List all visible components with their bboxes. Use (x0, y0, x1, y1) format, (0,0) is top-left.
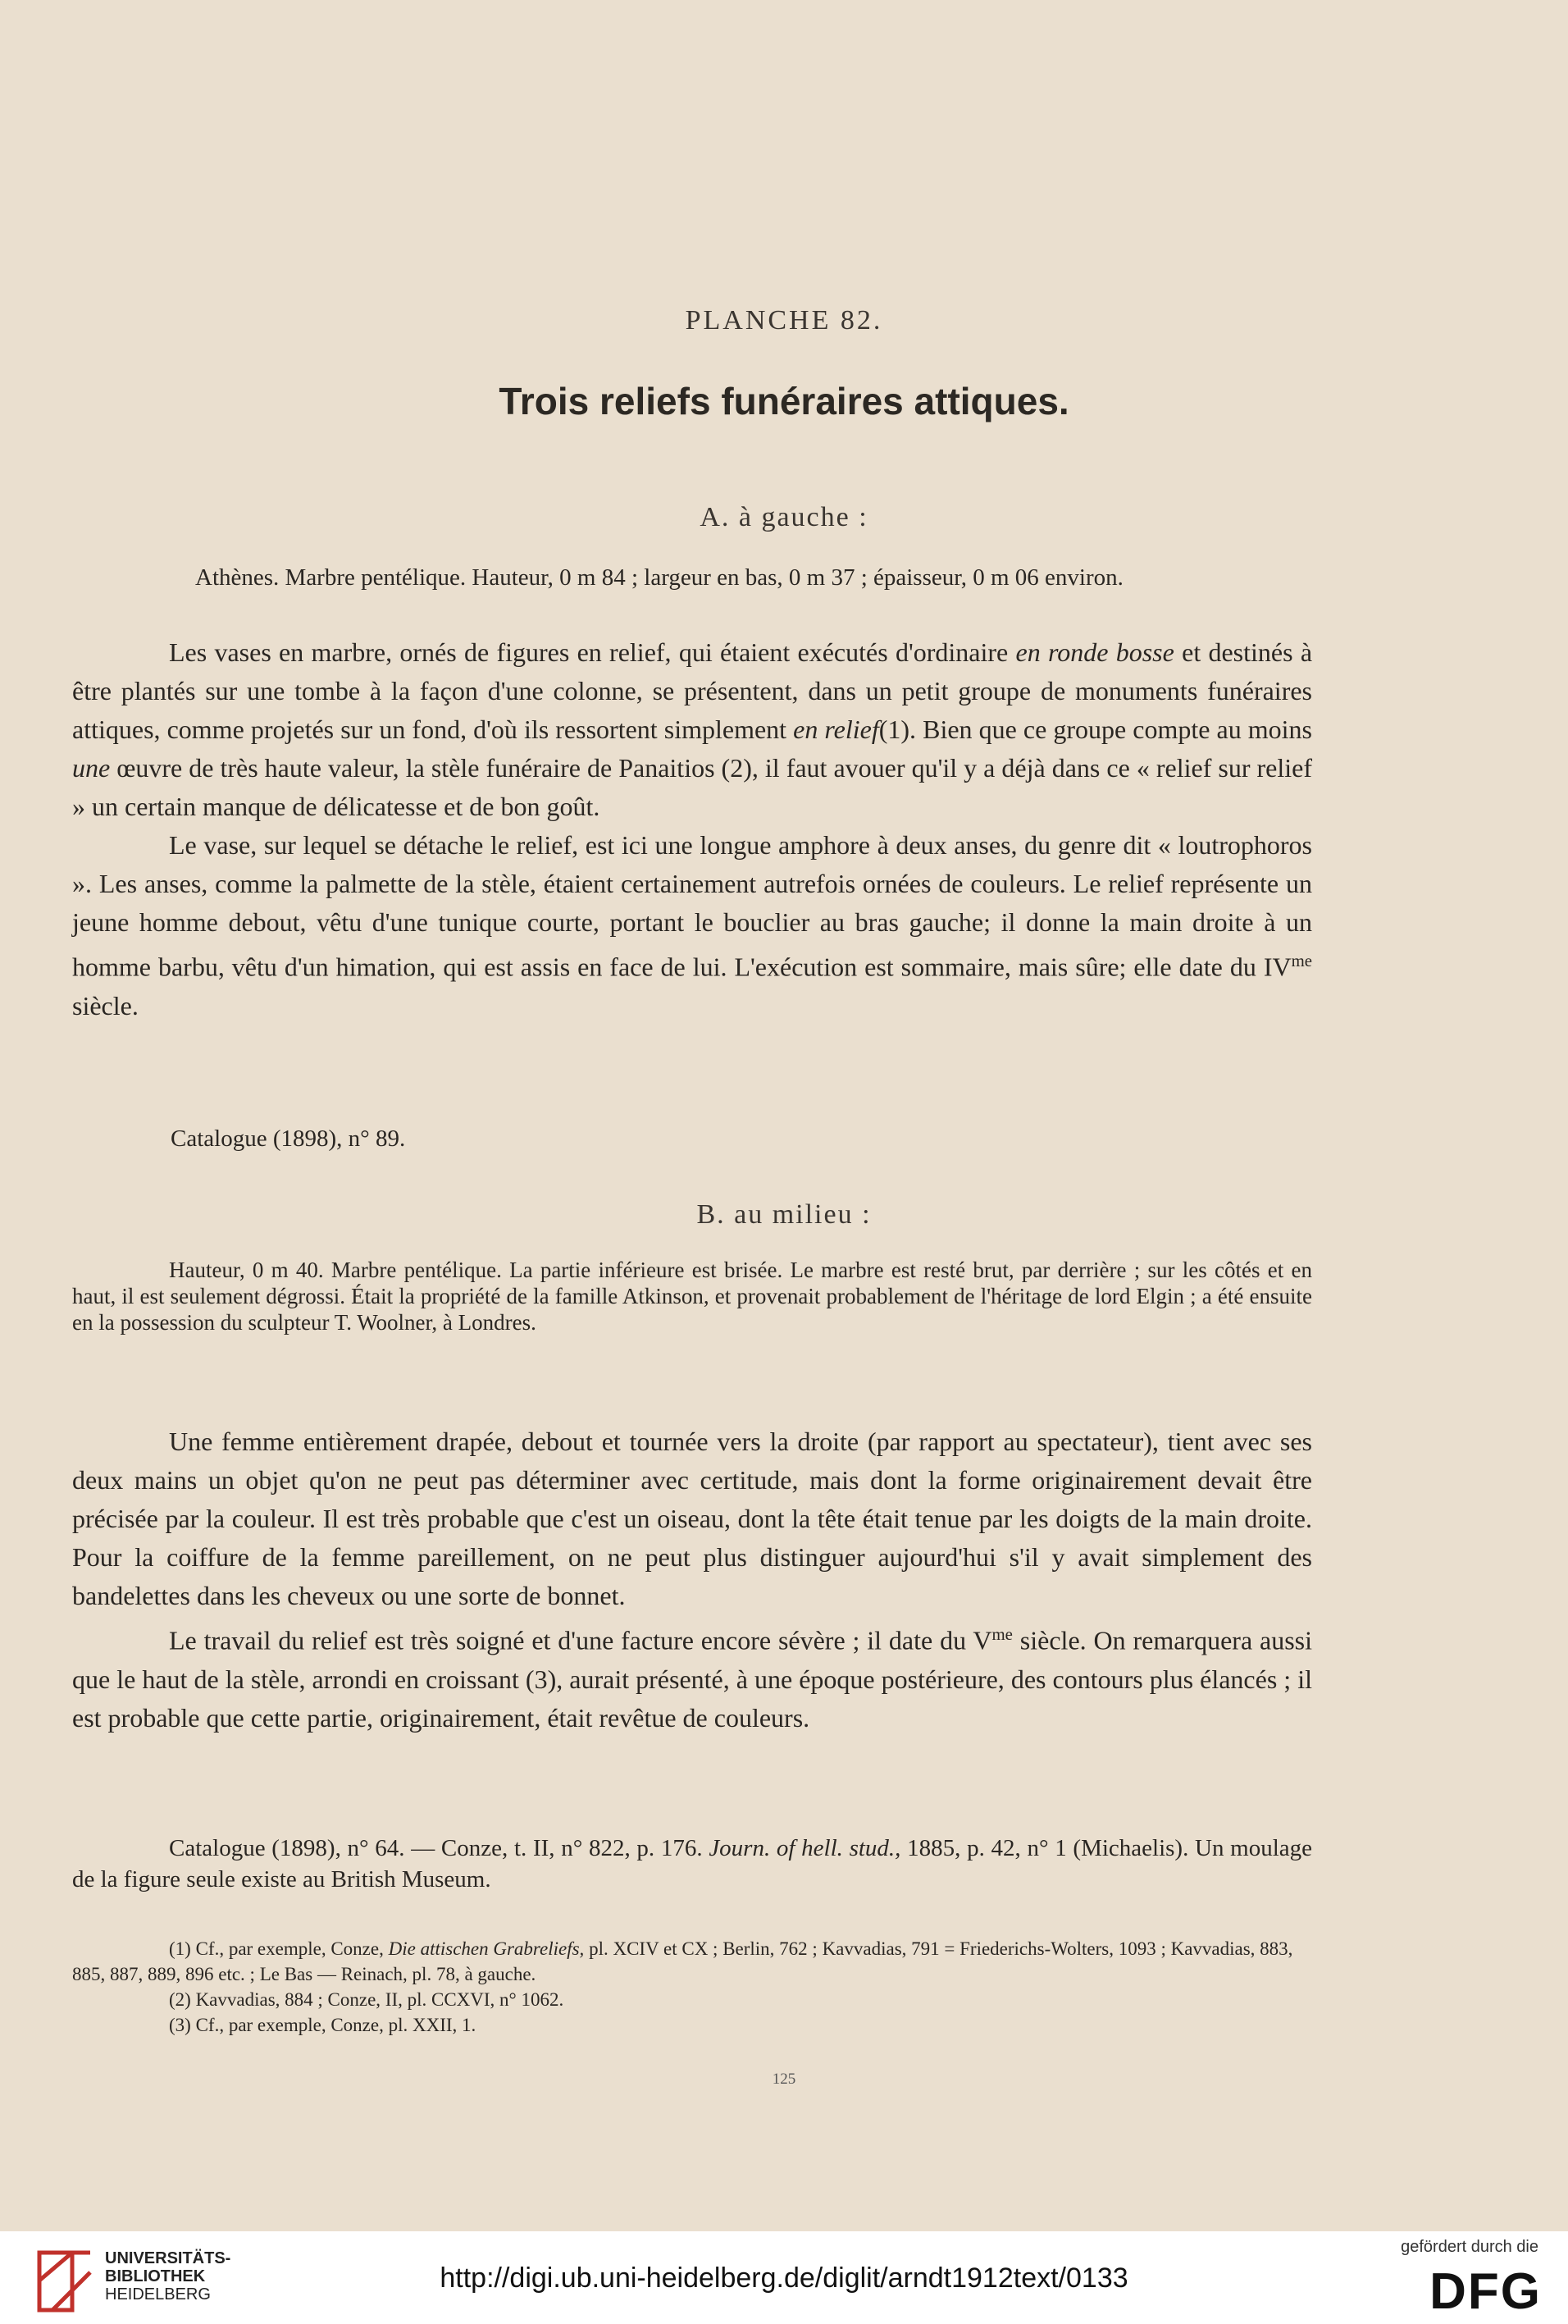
text-italic: une (72, 753, 111, 783)
section-b-paragraph-2 (72, 1615, 1312, 1737)
footer-bar (0, 2231, 1568, 2324)
footnote-3: (3) Cf., par exemple, Conze, pl. XXII, 1. (169, 2015, 476, 2035)
section-a-paragraph-1 (72, 633, 1312, 826)
library-name-line-2: BIBLIOTHEK (105, 2267, 206, 2285)
library-name-line-3: HEIDELBERG (105, 2285, 211, 2303)
text-italic: Journ. of hell. stud., (709, 1835, 901, 1861)
page-title: Trois reliefs funéraires attiques. (499, 380, 1069, 422)
section-a-paragraph-2 (72, 826, 1312, 1025)
text: œuvre de très haute valeur, la stèle funéraire de Panaitios (2), il faut avouer qu'il y a déjà dans ce « relief sur relief » un certain manque de délicatesse et de bon goût. (72, 753, 1313, 821)
section-b-paragraph-1: Une femme entièrement drapée, debout et tournée vers la droite (par rapport au spectateur), tient avec ses deux mains un objet qu'on ne peut pas déterminer avec certitude, mais dont la forme originairement devait être précisée par la couleur. Il est très probable que c'est un oiseau, dont la tête était tenue par les doigts de la main droite. Pour la coiffure de la femme pareillement, on ne peut plus distinguer aujourd'hui s'il y avait simplement des bandelettes dans les cheveux ou une sorte de bonnet. (72, 1427, 1312, 1610)
section-a-catalogue: Catalogue (1898), n° 89. (171, 1125, 406, 1152)
text-italic: en ronde bosse (1015, 637, 1174, 667)
text: Le travail du relief est très soigné et d'une facture encore sévère ; il date du V (169, 1625, 992, 1655)
text-italic: en relief (793, 715, 879, 744)
footnote-1 (72, 1936, 1312, 1987)
text: Les vases en marbre, ornés de figures en relief, qui étaient exécutés d'ordinaire (169, 637, 1009, 667)
section-a-body (72, 633, 1312, 1025)
section-b-description: Hauteur, 0 m 40. Marbre pentélique. La partie inférieure est brisée. Le marbre est resté brut, par derrière ; sur les côtés et en haut, il est seulement dégrossi. Était la propriété de la famille Atkinson, et provenait probablement de l'héritage de lord Elgin ; a été ensuite en la possession du sculpteur T. Woolner, à Londres. (72, 1258, 1312, 1335)
permalink-url[interactable]: http://digi.ub.uni-heidelberg.de/diglit/arndt1912text/0133 (440, 2262, 1128, 2294)
text: Catalogue (1898), n° 64. — Conze, t. II, n° 822, p. 176. (169, 1835, 703, 1861)
text: (1). Bien que ce groupe compte au moins (878, 715, 1313, 744)
page-number: 125 (772, 2071, 796, 2088)
footnote-2: (2) Kavvadias, 884 ; Conze, II, pl. CCXVI, n° 1062. (169, 1989, 564, 2010)
text: et destinés à être plantés sur une tombe à la façon d'une colonne, se présentent, dans un petit groupe de monuments funéraires attiques, comme projetés sur un fond, d'où ils ressortent simplement (72, 637, 1313, 744)
text: (1) Cf., par exemple, Conze, (169, 1938, 384, 1959)
text: siècle. (72, 990, 139, 1020)
text: 1885, p. 42, n° 1 (Michaelis). Un moulage de la figure seule existe au British Museum. (72, 1835, 1313, 1893)
section-a-meta: Athènes. Marbre pentélique. Hauteur, 0 m 84 ; largeur en bas, 0 m 37 ; épaisseur, 0 m 06 environ. (195, 564, 1124, 591)
superscript: me (1291, 952, 1312, 970)
library-name-line-1: UNIVERSITÄTS- (105, 2249, 231, 2267)
dfg-logo: DFG (1429, 2263, 1542, 2320)
sponsor-label: gefördert durch die (1401, 2238, 1538, 2256)
superscript: me (991, 1625, 1013, 1644)
text-italic: Die attischen Grabreliefs, (388, 1938, 585, 1959)
plate-number: PLANCHE 82. (685, 305, 883, 336)
text: pl. XCIV et CX ; Berlin, 762 ; Kavvadias, 791 = Friederichs-Wolters, 1093 ; Kavvadias, 883, 885, 887, 889, 896 etc. ; Le Bas — Reinach, pl. 78, à gauche. (72, 1938, 1293, 1984)
text: Le vase, sur lequel se détache le relief, est ici une longue amphore à deux anses, du genre dit « loutrophoros ». Les anses, comme la palmette de la stèle, étaient certainement autrefois ornées de couleurs. Le relief représente un jeune homme debout, vêtu d'une tunique courte, portant le bouclier au bras gauche; il donne la main droite à un homme barbu, vêtu d'un himation, qui est assis en face de lui. L'exécution est sommaire, mais sûre; elle date du IV (72, 830, 1312, 982)
text: siècle. On remarquera aussi que le haut de la stèle, arrondi en croissant (3), aurait présenté, à une époque postérieure, des contours plus élancés ; il est probable que cette partie, originairement, était revêtue de couleurs. (72, 1625, 1313, 1733)
section-a-heading: A. à gauche : (700, 502, 868, 532)
section-b-body (72, 1422, 1312, 1737)
footnotes (72, 1936, 1312, 2038)
section-b-heading: B. au milieu : (696, 1199, 872, 1230)
section-b-catalogue (72, 1833, 1312, 1895)
